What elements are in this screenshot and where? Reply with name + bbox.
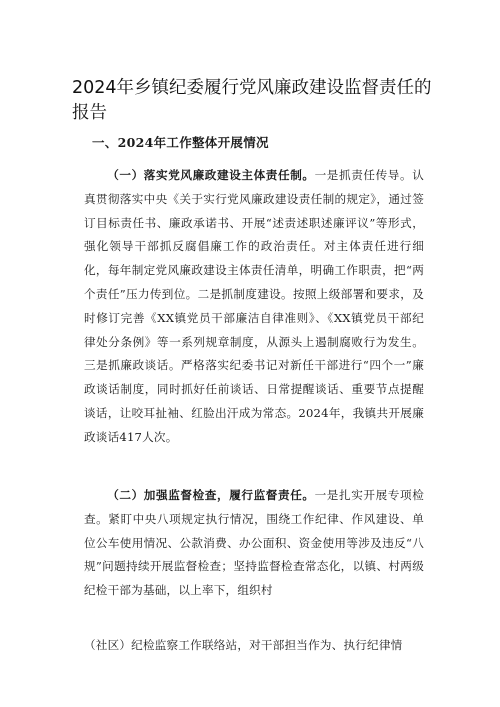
paragraph-3 (84, 634, 434, 658)
paragraph-3-body: （社区）纪检监察工作联络站，对干部担当作为、执行纪律情 (84, 638, 403, 652)
paragraph-2-body: 一是扎实开展专项检查。紧盯中央八项规定执行情况，围绕工作纪律、作风建设、单位公车使用情况、公款消费、办公面积、资金使用等涉及违反“八规”问题持续开展监督检查；坚持监督检查常态化，以镇、村两级纪检干部为基础，以上率下，组织村 (84, 488, 424, 598)
paragraph-2 (84, 484, 424, 603)
section-heading: 一、2024年工作整体开展情况 (92, 135, 269, 150)
document-title: 2024年乡镇纪委履行党风廉政建设监督责任的报告 (72, 78, 432, 123)
paragraph-1-body: 一是抓责任传导。认真贯彻落实中央《关于实行党风廉政建设责任制的规定》，通过签订目标责任书、廉政承诺书、开展“述责述职述廉评议”等形式，强化领导干部抓反腐倡廉工作的政治责任。对主体责任进行细化，每年制定党风廉政建设主体责任清单，明确工作职责，把“两个责任”压力传到位。二是抓制度建设。按照上级部署和要求，及时修订完善《XX镇党员干部廉洁自律准则》、《XX镇党员干部纪律处分条例》等一系列规章制度，从源头上遏制腐败行为发生。三是抓廉政谈话。严格落实纪委书记对新任干部进行“四个一”廉政谈话制度，同时抓好任前谈话、日常提醒谈话、重要节点提醒谈话，让咬耳扯袖、红脸出汗成为常态。2024年，我镇共开展廉政谈话417人次。 (84, 168, 424, 444)
paragraph-1 (84, 164, 424, 450)
paragraph-2-lead: （二）加强监督检查，履行监督责任。 (107, 488, 315, 502)
paragraph-1-lead: （一）落实党风廉政建设主体责任制。 (107, 168, 315, 182)
